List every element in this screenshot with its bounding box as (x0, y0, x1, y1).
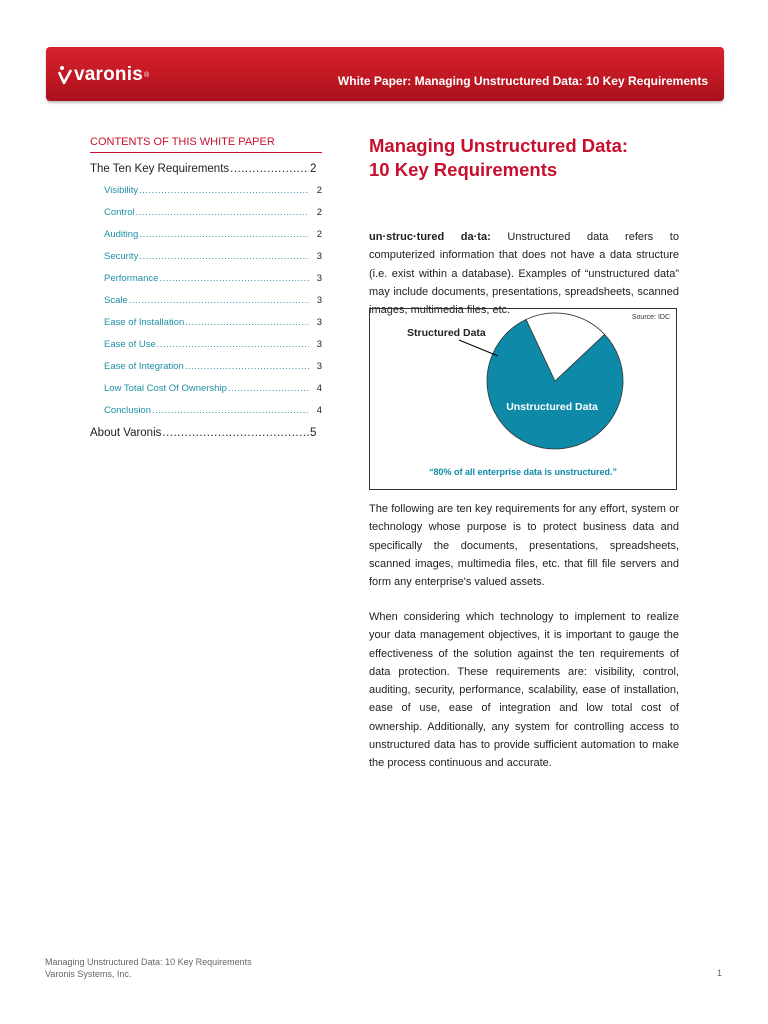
toc-item-label: Performance (104, 273, 159, 284)
chart-caption: “80% of all enterprise data is unstructured.” (428, 467, 618, 477)
toc-item-security[interactable] (90, 251, 322, 273)
toc-item-page: 3 (316, 273, 322, 284)
toc-item-ease-of-installation[interactable] (90, 317, 322, 339)
toc-item-ten-key-requirements[interactable] (90, 163, 322, 185)
page-number: 1 (716, 968, 722, 978)
definition-paragraph (369, 228, 679, 319)
toc-item-about-varonis[interactable] (90, 427, 322, 449)
header-title: White Paper: Managing Unstructured Data: 10 Key Requirements (337, 74, 708, 88)
toc-item-page: 2 (310, 163, 317, 175)
toc-leader-dots (136, 207, 309, 218)
footer-company: Varonis Systems, Inc. (45, 969, 132, 979)
toc-item-page: 3 (316, 361, 322, 372)
definition-text: Unstructured data refers to computerized information that does not have a data structure (i.e. exist within a database). Examples of “unstructured data” may include documents, presentations, spreadsheets, scanned images, multimedia files, etc. (369, 231, 679, 317)
structured-data-leader-line (459, 340, 498, 356)
toc-item-page: 3 (316, 295, 322, 306)
toc-leader-dots (230, 163, 309, 175)
toc-leader-dots (139, 185, 309, 196)
toc-item-page: 2 (316, 185, 322, 196)
toc-item-label: Ease of Use (104, 339, 156, 350)
toc-leader-dots (129, 295, 309, 306)
toc-item-page: 3 (316, 317, 322, 328)
article-title-line1: Managing Unstructured Data: (369, 135, 629, 156)
toc-item-visibility[interactable] (90, 185, 322, 207)
toc-leader-dots (162, 427, 309, 439)
toc-item-page: 3 (316, 251, 322, 262)
toc-leader-dots (157, 339, 309, 350)
toc-item-page: 2 (316, 207, 322, 218)
toc-item-label: The Ten Key Requirements (90, 163, 230, 175)
toc-item-ease-of-use[interactable] (90, 339, 322, 361)
body-paragraph-2: When considering which technology to implement to realize your data management objectives, it is important to gauge the effectiveness of the solution against the ten requirements of data protection. These requirements are: visibility, control, auditing, security, performance, scalability, ease of installation, ease of use, ease of integration and low total cost of ownership. Additionally, any system for controlling access to unstructured data has to provide sufficient automation to make the process continuous and accurate. (369, 611, 679, 770)
unstructured-data-label: Unstructured Data (506, 401, 598, 413)
toc-item-page: 2 (316, 229, 322, 240)
toc-item-label: Scale (104, 295, 128, 306)
toc-item-conclusion[interactable] (90, 405, 322, 427)
toc-item-label: Conclusion (104, 405, 151, 416)
toc-leader-dots (159, 273, 309, 284)
toc-item-label: Ease of Integration (104, 361, 184, 372)
toc-item-label: Control (104, 207, 135, 218)
toc-item-page: 3 (316, 339, 322, 350)
toc-item-low-total-cost[interactable] (90, 383, 322, 405)
page-footer (45, 956, 252, 980)
toc-item-page: 4 (316, 383, 322, 394)
toc-item-label: Ease of Installation (104, 317, 185, 328)
toc-leader-dots (228, 383, 309, 394)
table-of-contents (90, 136, 322, 449)
toc-item-control[interactable] (90, 207, 322, 229)
toc-item-page: 5 (310, 427, 317, 439)
toc-item-performance[interactable] (90, 273, 322, 295)
toc-leader-dots (185, 317, 309, 328)
footer-doc-title: Managing Unstructured Data: 10 Key Requirements (45, 957, 252, 967)
pie-chart-figure (369, 308, 677, 490)
toc-item-label: Auditing (104, 229, 139, 240)
logo-text: varonis (74, 64, 143, 85)
toc-item-page: 4 (316, 405, 322, 416)
toc-item-label: Security (104, 251, 139, 262)
toc-leader-dots (139, 229, 309, 240)
article-column (369, 134, 679, 770)
header-bar (46, 47, 724, 101)
toc-item-scale[interactable] (90, 295, 322, 317)
varonis-logo (58, 63, 149, 87)
pie-chart (370, 309, 676, 489)
article-title-line2: 10 Key Requirements (369, 159, 558, 180)
toc-item-auditing[interactable] (90, 229, 322, 251)
chart-source-label: Source: IDC (631, 314, 670, 321)
body-paragraph-1: The following are ten key requirements for any effort, system or technology whose purpose is to protect business data and specifically the documents, presentations, spreadsheets, scanned images, multimedia files, etc. that fill file servers and form any enterprise's valued assets. (369, 503, 679, 589)
structured-data-label: Structured Data (407, 327, 486, 339)
toc-item-label: Visibility (104, 185, 139, 196)
toc-leader-dots (139, 251, 309, 262)
toc-heading: CONTENTS OF THIS WHITE PAPER (90, 136, 322, 153)
toc-item-ease-of-integration[interactable] (90, 361, 322, 383)
toc-item-label: About Varonis (90, 427, 162, 439)
definition-term: un·struc·tured da·ta: (369, 231, 491, 243)
article-title (369, 134, 679, 182)
varonis-mark-icon (58, 65, 72, 85)
toc-leader-dots (152, 405, 309, 416)
logo-registered-mark: ® (144, 71, 150, 79)
toc-item-label: Low Total Cost Of Ownership (104, 383, 227, 394)
pie-slices (487, 313, 623, 449)
toc-leader-dots (185, 361, 309, 372)
